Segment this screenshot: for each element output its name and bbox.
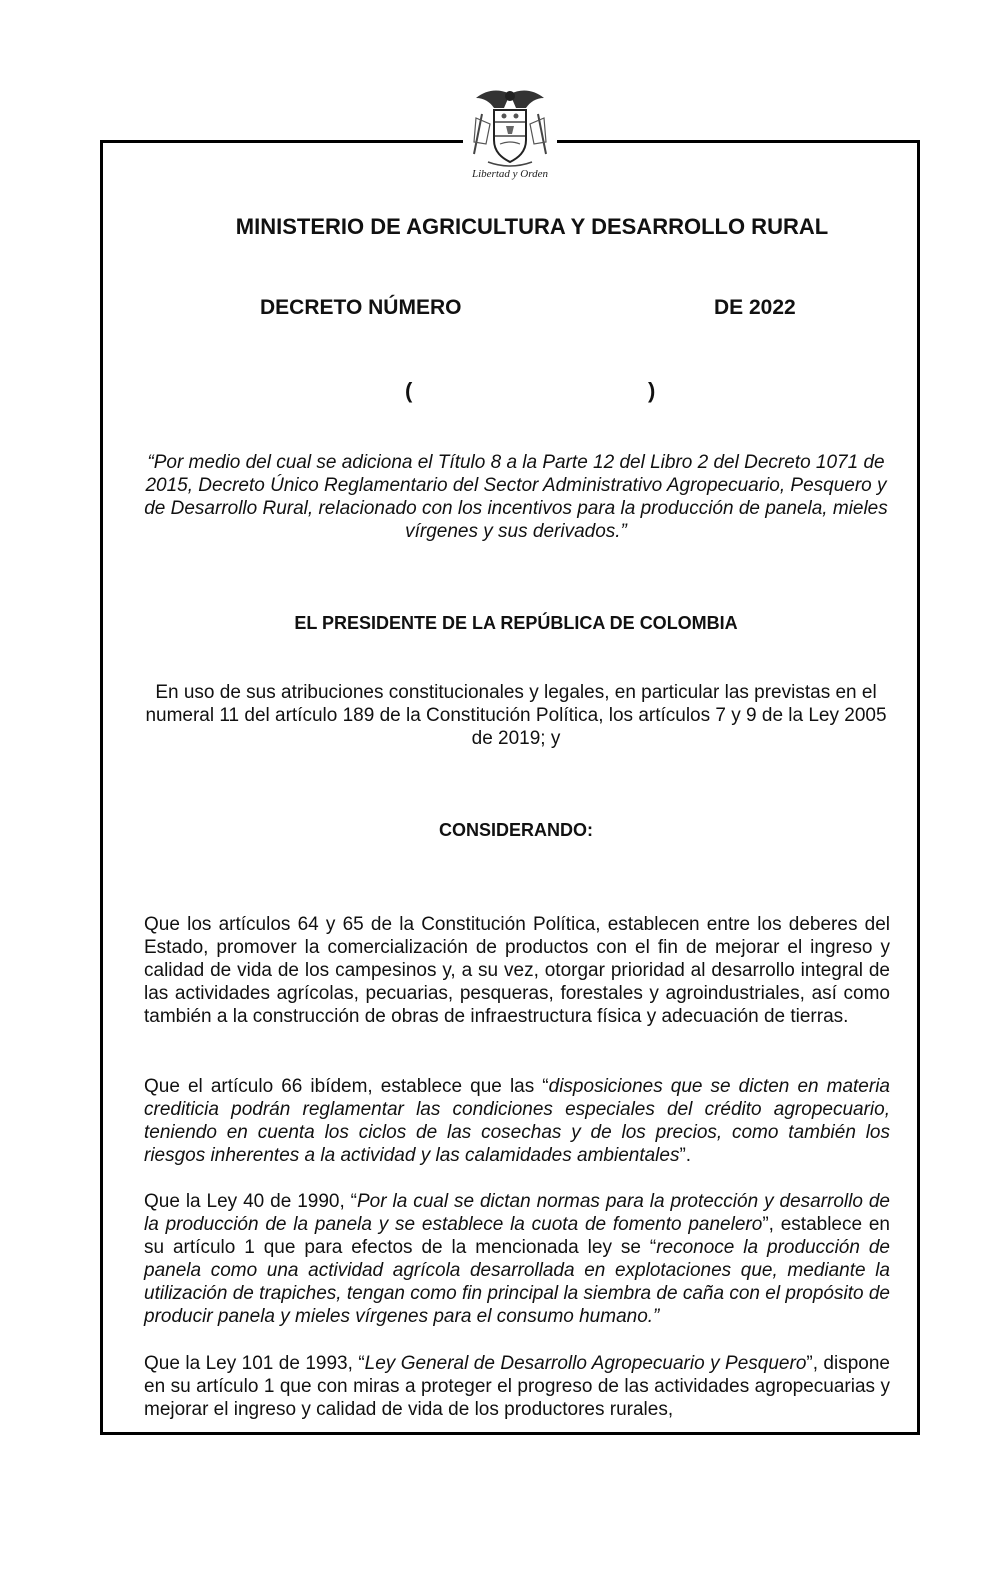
decree-number-label: DECRETO NÚMERO: [260, 296, 462, 319]
considerando-heading: CONSIDERANDO:: [438, 820, 593, 840]
quoted-text: reconoce la producción de panela como una actividad agrícola desarrollada en explotaciones que, mediante la utilización de trapiches, tengan como fin principal la siembra de caña con el propósito de producir panela y mieles vírgenes para el consumo humano.”: [144, 1237, 890, 1327]
emblem-motto: Libertad y Orden: [472, 168, 548, 180]
considering-paragraph-3: [144, 1190, 890, 1328]
president-heading: EL PRESIDENTE DE LA REPÚBLICA DE COLOMBIA: [294, 613, 738, 633]
ministry-title: MINISTERIO DE AGRICULTURA Y DESARROLLO RURAL: [235, 214, 829, 239]
paragraph-text: Que la Ley 40 de 1990, “: [144, 1191, 357, 1212]
faculties-paragraph: En uso de sus atribuciones constitucionales y legales, en particular las previstas en el numeral 11 del artículo 189 de la Constitución Política, los artículos 7 y 9 de la Ley 2005 de 2019; y: [145, 682, 887, 749]
quoted-text: Por la cual se dictan normas para la protección y desarrollo de la producción de la panela y se establece la cuota de fomento panelero: [144, 1191, 890, 1235]
considering-paragraph-1: Que los artículos 64 y 65 de la Constitución Política, establecen entre los deberes del Estado, promover la comercialización de productos con el fin de mejorar el ingreso y calidad de vida de los campesinos y, a su vez, otorgar prioridad al desarrollo integral de las actividades agrícolas, pecuarias, pesqueras, forestales y agroindustriales, así como también a la construcción de obras de infraestructura física y adecuación de tierras.: [144, 914, 890, 1027]
paragraph-text: Que la Ley 101 de 1993, “: [144, 1353, 365, 1374]
decree-epigraph: “Por medio del cual se adiciona el Título 8 a la Parte 12 del Libro 2 del Decreto 1071 de 2015, Decreto Único Reglamentario del Sector Administrativo Agropecuario, Pesquero y de Desarrollo Rural, relacionado con los incentivos para la producción de panela, mieles vírgenes y sus derivados.”: [144, 452, 888, 542]
quoted-text: Ley General de Desarrollo Agropecuario y Pesquero: [364, 1353, 807, 1374]
paragraph-text: ”, establece en su artículo 1 que para efectos de la mencionada ley se “: [144, 1214, 891, 1258]
date-paren-close: ): [648, 378, 656, 403]
considering-paragraph-2: [144, 1075, 890, 1167]
decree-year: DE 2022: [714, 296, 796, 319]
date-paren-open: (: [405, 378, 413, 403]
quoted-text: disposiciones que se dicten en materia crediticia podrán reglamentar las condiciones especiales del crédito agropecuario, teniendo en cuenta los ciclos de las cosechas y de los precios, como también los riesgos inherentes a la actividad y las calamidades ambientales: [144, 1076, 890, 1166]
paragraph-text: Que el artículo 66 ibídem, establece que las “: [144, 1076, 549, 1097]
paragraph-text: ”, dispone en su artículo 1 que con miras a proteger el progreso de las actividades agropecuarias y mejorar el ingreso y calidad de vida de los productores rurales,: [144, 1353, 890, 1420]
considering-paragraph-4: [144, 1352, 890, 1421]
paragraph-text: ”.: [679, 1145, 692, 1166]
